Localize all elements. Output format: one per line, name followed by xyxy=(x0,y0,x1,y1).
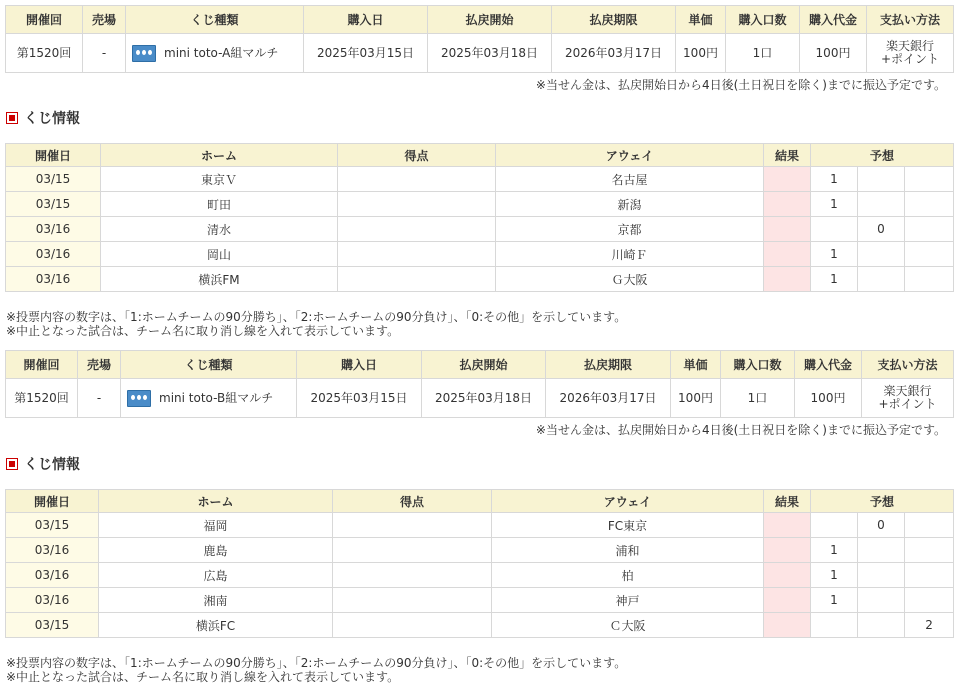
game-row xyxy=(6,217,954,242)
payment-line2: +ポイント xyxy=(880,52,940,66)
section-title-text: くじ情報 xyxy=(24,111,80,127)
round-value: 第1520回 xyxy=(6,379,78,418)
col-score: 得点 xyxy=(333,490,492,513)
game-date: 03/15 xyxy=(6,513,99,538)
game-score xyxy=(333,513,492,538)
prediction-0 xyxy=(858,267,905,292)
game-result xyxy=(764,513,811,538)
game-score xyxy=(338,167,496,192)
footnotes xyxy=(6,310,626,338)
col-round: 開催回 xyxy=(6,351,78,379)
game-result xyxy=(764,267,811,292)
game-home: 岡山 xyxy=(101,242,338,267)
footnotes xyxy=(6,656,626,684)
col-amount: 購入代金 xyxy=(795,351,862,379)
prediction-2 xyxy=(905,267,954,292)
prediction-1: 1 xyxy=(811,192,858,217)
col-payout-deadline: 払戻期限 xyxy=(546,351,671,379)
prediction-2 xyxy=(905,242,954,267)
game-home: 清水 xyxy=(101,217,338,242)
footnote-prediction: ※投票内容の数字は、「1:ホームチームの90分勝ち」、「2:ホームチームの90分負け」、「0:その他」を示しています。 xyxy=(6,310,627,324)
prediction-1 xyxy=(811,217,858,242)
game-away: 新潟 xyxy=(496,192,764,217)
prediction-2 xyxy=(905,167,954,192)
game-home: 町田 xyxy=(101,192,338,217)
col-away: アウェイ xyxy=(496,144,764,167)
game-home: 東京Ｖ xyxy=(101,167,338,192)
toto-logo-icon xyxy=(127,390,151,407)
game-home: 鹿島 xyxy=(99,538,333,563)
game-date: 03/15 xyxy=(6,613,99,638)
games-header-row xyxy=(6,490,954,513)
prediction-0 xyxy=(858,192,905,217)
game-home: 広島 xyxy=(99,563,333,588)
game-row xyxy=(6,192,954,217)
kuji-type-cell xyxy=(126,34,304,73)
kuji-type-cell xyxy=(121,379,297,418)
col-unit-price: 単価 xyxy=(671,351,721,379)
col-unit-price: 単価 xyxy=(676,6,726,34)
prediction-1: 1 xyxy=(811,267,858,292)
game-away: FC東京 xyxy=(492,513,764,538)
purchase-row xyxy=(6,379,954,418)
game-row xyxy=(6,267,954,292)
col-score: 得点 xyxy=(338,144,496,167)
prediction-0 xyxy=(858,242,905,267)
game-away: 柏 xyxy=(492,563,764,588)
purchase-table-1 xyxy=(5,5,954,73)
prediction-0: 0 xyxy=(858,217,905,242)
game-score xyxy=(338,267,496,292)
prediction-2 xyxy=(905,588,954,613)
game-row xyxy=(6,563,954,588)
store-value: - xyxy=(83,34,126,73)
col-purchase-date: 購入日 xyxy=(297,351,422,379)
game-score xyxy=(338,242,496,267)
game-date: 03/16 xyxy=(6,217,101,242)
col-payout-start: 払戻開始 xyxy=(428,6,552,34)
section-title xyxy=(6,454,80,474)
game-row xyxy=(6,588,954,613)
payment-line1: 楽天銀行 xyxy=(883,384,932,398)
game-score xyxy=(333,588,492,613)
round-value: 第1520回 xyxy=(6,34,83,73)
game-away: 神戸 xyxy=(492,588,764,613)
game-date: 03/15 xyxy=(6,167,101,192)
game-row xyxy=(6,167,954,192)
footnote-cancelled: ※中止となった試合は、チーム名に取り消し線を入れて表示しています。 xyxy=(6,324,400,338)
payout-deadline-value: 2026年03月17日 xyxy=(552,34,676,73)
col-date: 開催日 xyxy=(6,490,99,513)
payment-value xyxy=(867,34,954,73)
col-prediction: 予想 xyxy=(811,144,954,167)
game-score xyxy=(338,217,496,242)
kuji-type-value: mini toto-B組マルチ xyxy=(159,390,274,405)
prediction-2 xyxy=(905,192,954,217)
game-away: 京都 xyxy=(496,217,764,242)
game-row xyxy=(6,538,954,563)
section-title-text: くじ情報 xyxy=(24,457,80,473)
prediction-2 xyxy=(905,217,954,242)
game-date: 03/16 xyxy=(6,538,99,563)
col-purchase-date: 購入日 xyxy=(304,6,428,34)
col-units: 購入口数 xyxy=(721,351,795,379)
footnote-prediction: ※投票内容の数字は、「1:ホームチームの90分勝ち」、「2:ホームチームの90分負け」、「0:その他」を示しています。 xyxy=(6,656,627,670)
amount-value: 100円 xyxy=(795,379,862,418)
prediction-0 xyxy=(858,588,905,613)
game-row xyxy=(6,242,954,267)
col-home: ホーム xyxy=(101,144,338,167)
prediction-2 xyxy=(905,513,954,538)
payout-start-value: 2025年03月18日 xyxy=(428,34,552,73)
prediction-0 xyxy=(858,538,905,563)
prediction-1: 1 xyxy=(811,588,858,613)
payment-value xyxy=(862,379,954,418)
game-row xyxy=(6,613,954,638)
col-kuji-type: くじ種類 xyxy=(121,351,297,379)
prediction-2: 2 xyxy=(905,613,954,638)
col-units: 購入口数 xyxy=(726,6,800,34)
game-result xyxy=(764,588,811,613)
payout-deadline-value: 2026年03月17日 xyxy=(546,379,671,418)
game-score xyxy=(333,563,492,588)
prediction-1: 1 xyxy=(811,167,858,192)
game-date: 03/16 xyxy=(6,242,101,267)
col-payment: 支払い方法 xyxy=(862,351,954,379)
col-store: 売場 xyxy=(83,6,126,34)
store-value: - xyxy=(78,379,121,418)
prediction-0 xyxy=(858,167,905,192)
units-value: 1口 xyxy=(726,34,800,73)
prediction-2 xyxy=(905,563,954,588)
footnote-cancelled: ※中止となった試合は、チーム名に取り消し線を入れて表示しています。 xyxy=(6,670,400,684)
games-table-1 xyxy=(5,143,954,292)
col-prediction: 予想 xyxy=(811,490,954,513)
red-square-bullet-icon xyxy=(6,112,18,124)
game-away: 川崎Ｆ xyxy=(496,242,764,267)
game-score xyxy=(338,192,496,217)
prediction-1: 1 xyxy=(811,242,858,267)
amount-value: 100円 xyxy=(800,34,867,73)
prediction-1: 1 xyxy=(811,538,858,563)
section-title xyxy=(6,108,80,128)
prediction-1: 1 xyxy=(811,563,858,588)
purchase-date-value: 2025年03月15日 xyxy=(304,34,428,73)
game-score xyxy=(333,613,492,638)
prediction-1 xyxy=(811,513,858,538)
games-table-2 xyxy=(5,489,954,638)
games-header-row xyxy=(6,144,954,167)
game-home: 湘南 xyxy=(99,588,333,613)
game-result xyxy=(764,242,811,267)
col-round: 開催回 xyxy=(6,6,83,34)
col-payout-start: 払戻開始 xyxy=(422,351,546,379)
purchase-header-row xyxy=(6,351,954,379)
unit-price-value: 100円 xyxy=(671,379,721,418)
col-date: 開催日 xyxy=(6,144,101,167)
purchase-row xyxy=(6,34,954,73)
payout-notice: ※当せん金は、払戻開始日から4日後(土日祝日を除く)までに振込予定です。 xyxy=(535,423,946,437)
col-result: 結果 xyxy=(764,490,811,513)
col-kuji-type: くじ種類 xyxy=(126,6,304,34)
game-score xyxy=(333,538,492,563)
units-value: 1口 xyxy=(721,379,795,418)
game-date: 03/16 xyxy=(6,588,99,613)
game-home: 横浜FC xyxy=(99,613,333,638)
game-result xyxy=(764,167,811,192)
col-store: 売場 xyxy=(78,351,121,379)
prediction-0 xyxy=(858,613,905,638)
col-amount: 購入代金 xyxy=(800,6,867,34)
payment-line1: 楽天銀行 xyxy=(885,39,934,53)
col-payout-deadline: 払戻期限 xyxy=(552,6,676,34)
col-payment: 支払い方法 xyxy=(867,6,954,34)
unit-price-value: 100円 xyxy=(676,34,726,73)
game-result xyxy=(764,538,811,563)
game-away: Ｃ大阪 xyxy=(492,613,764,638)
toto-logo-icon xyxy=(132,45,156,62)
game-home: 横浜FM xyxy=(101,267,338,292)
game-date: 03/16 xyxy=(6,267,101,292)
game-date: 03/16 xyxy=(6,563,99,588)
red-square-bullet-icon xyxy=(6,458,18,470)
game-home: 福岡 xyxy=(99,513,333,538)
purchase-table-2 xyxy=(5,350,954,418)
game-away: 名古屋 xyxy=(496,167,764,192)
kuji-type-value: mini toto-A組マルチ xyxy=(164,45,279,60)
prediction-1 xyxy=(811,613,858,638)
game-away: Ｇ大阪 xyxy=(496,267,764,292)
purchase-date-value: 2025年03月15日 xyxy=(297,379,422,418)
game-result xyxy=(764,563,811,588)
game-result xyxy=(764,217,811,242)
purchase-header-row xyxy=(6,6,954,34)
col-home: ホーム xyxy=(99,490,333,513)
game-result xyxy=(764,613,811,638)
prediction-0 xyxy=(858,563,905,588)
prediction-2 xyxy=(905,538,954,563)
game-date: 03/15 xyxy=(6,192,101,217)
col-result: 結果 xyxy=(764,144,811,167)
col-away: アウェイ xyxy=(492,490,764,513)
payment-line2: +ポイント xyxy=(878,397,937,411)
game-away: 浦和 xyxy=(492,538,764,563)
payout-notice: ※当せん金は、払戻開始日から4日後(土日祝日を除く)までに振込予定です。 xyxy=(535,78,946,92)
game-row xyxy=(6,513,954,538)
prediction-0: 0 xyxy=(858,513,905,538)
payout-start-value: 2025年03月18日 xyxy=(422,379,546,418)
game-result xyxy=(764,192,811,217)
